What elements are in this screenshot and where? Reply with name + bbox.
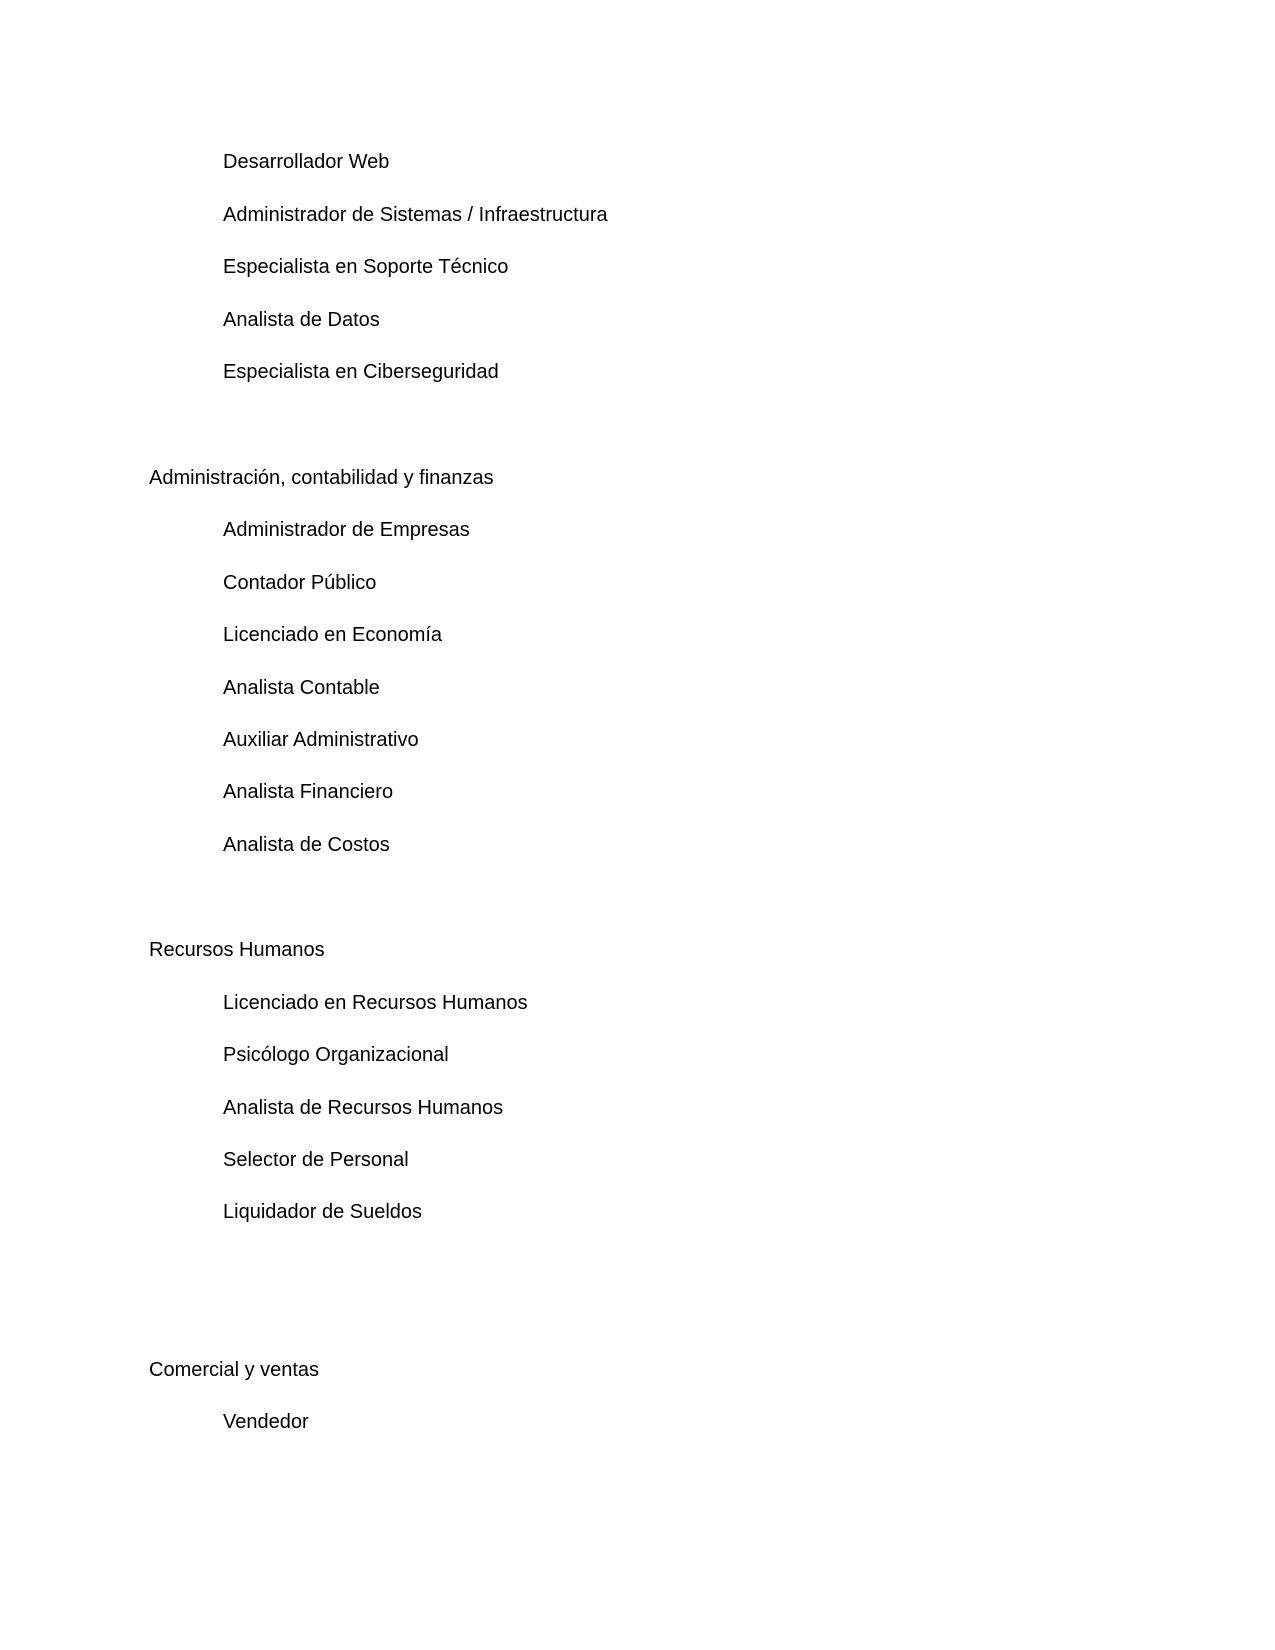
job-item: Analista de Datos [223, 309, 380, 331]
job-item: Especialista en Soporte Técnico [223, 256, 509, 278]
job-item: Licenciado en Economía [223, 624, 443, 646]
job-item: Administrador de Empresas [223, 519, 470, 541]
section-heading: Comercial y ventas [149, 1359, 320, 1381]
job-item: Auxiliar Administrativo [223, 729, 419, 751]
job-item: Analista de Recursos Humanos [223, 1097, 504, 1119]
job-item: Analista de Costos [223, 834, 390, 856]
section-heading: Recursos Humanos [149, 939, 325, 961]
job-item: Analista Financiero [223, 781, 394, 803]
job-item: Contador Público [223, 572, 377, 594]
job-item: Desarrollador Web [223, 151, 390, 173]
job-item: Selector de Personal [223, 1149, 409, 1171]
job-item: Psicólogo Organizacional [223, 1044, 449, 1066]
job-item: Liquidador de Sueldos [223, 1201, 423, 1223]
job-item: Especialista en Ciberseguridad [223, 361, 499, 383]
job-item: Licenciado en Recursos Humanos [223, 992, 528, 1014]
job-item: Administrador de Sistemas / Infraestructura [223, 204, 608, 226]
job-item: Vendedor [223, 1411, 309, 1433]
section-heading: Administración, contabilidad y finanzas [149, 467, 494, 489]
job-item: Analista Contable [223, 677, 380, 699]
